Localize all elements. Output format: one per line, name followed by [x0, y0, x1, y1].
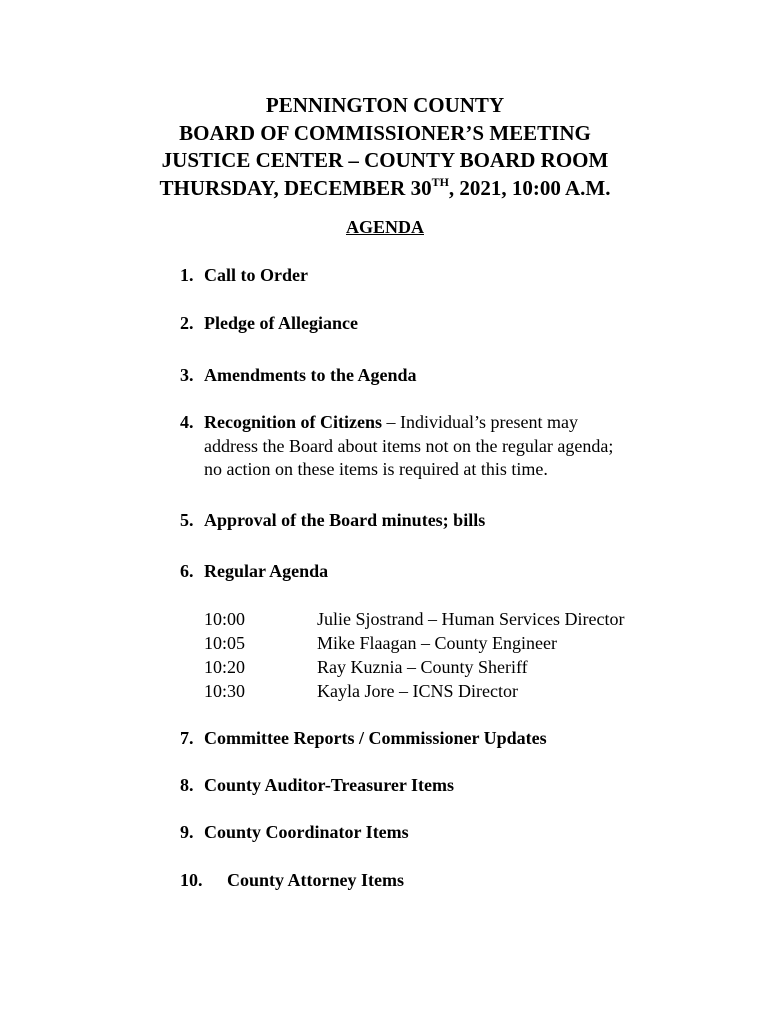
schedule-entry: Ray Kuznia – County Sheriff [317, 657, 528, 677]
item-number: 4. [180, 412, 194, 432]
header-meeting: BOARD OF COMMISSIONER’S MEETING [179, 120, 591, 145]
item-description: – Individual’s present may [381, 412, 578, 432]
agenda-item [180, 727, 547, 751]
item-number: 1. [180, 265, 194, 285]
schedule-row [204, 607, 624, 631]
agenda-item [180, 509, 485, 533]
item-description-line: no action on these items is required at this time. [204, 459, 548, 479]
agenda-heading: AGENDA [345, 217, 424, 237]
schedule-time: 10:30 [204, 681, 246, 701]
agenda-item [180, 821, 409, 845]
header-location: JUSTICE CENTER – COUNTY BOARD ROOM [161, 148, 609, 172]
agenda-item [180, 411, 613, 482]
item-title: Pledge of Allegiance [204, 313, 358, 333]
item-number: 6. [180, 561, 194, 581]
agenda-item [180, 869, 404, 893]
header-date-prefix: THURSDAY, DECEMBER 30 [159, 175, 432, 200]
header-date [0, 175, 770, 203]
item-title: Recognition of Citizens [204, 412, 382, 432]
item-title: County Attorney Items [227, 870, 404, 890]
item-title: Approval of the Board minutes; bills [204, 510, 486, 530]
item-title: Amendments to the Agenda [204, 365, 417, 385]
schedule-entry: Mike Flaagan – County Engineer [317, 633, 557, 653]
item-number: 2. [180, 313, 194, 333]
item-number: 10. [180, 870, 203, 890]
agenda-item [180, 774, 454, 798]
item-number: 8. [180, 775, 194, 795]
header-date-superscript: TH [431, 174, 449, 189]
schedule-time: 10:20 [204, 657, 246, 677]
schedule-entry: Julie Sjostrand – Human Services Director [317, 609, 625, 629]
schedule-row [204, 655, 624, 679]
schedule-row [204, 631, 624, 655]
agenda-item [180, 560, 328, 584]
agenda-item [180, 364, 417, 388]
schedule-entry: Kayla Jore – ICNS Director [317, 681, 518, 701]
document-header [0, 92, 770, 202]
item-title: County Auditor-Treasurer Items [204, 775, 454, 795]
agenda-item [180, 264, 308, 288]
header-date-suffix: , 2021, 10:00 A.M. [448, 175, 611, 200]
item-title: Committee Reports / Commissioner Updates [204, 728, 547, 748]
item-number: 7. [180, 728, 194, 748]
item-title: Regular Agenda [204, 561, 329, 581]
schedule-row [204, 679, 624, 703]
item-title: Call to Order [204, 265, 308, 285]
regular-agenda-schedule [204, 607, 624, 703]
item-number: 9. [180, 822, 194, 842]
item-description-line: address the Board about items not on the regular agenda; [204, 435, 614, 456]
schedule-time: 10:00 [204, 609, 246, 629]
item-number: 3. [180, 365, 194, 385]
item-title: County Coordinator Items [204, 822, 409, 842]
item-number: 5. [180, 510, 194, 530]
schedule-time: 10:05 [204, 633, 246, 653]
agenda-item [180, 312, 358, 336]
header-county: PENNINGTON COUNTY [265, 93, 505, 117]
